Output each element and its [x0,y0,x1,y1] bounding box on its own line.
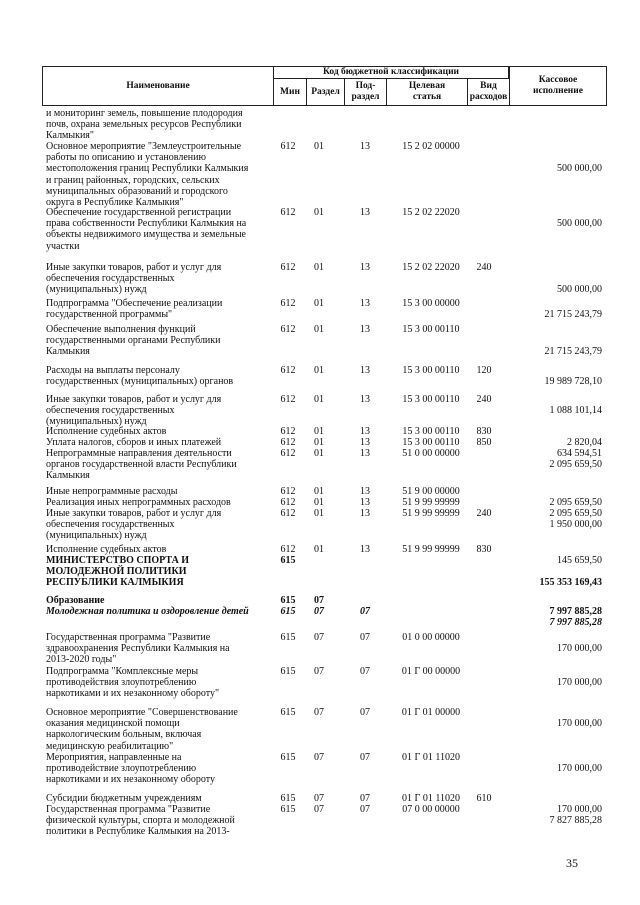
row-sum: 7 827 885,28 [549,815,602,827]
row-min: 612 [280,448,296,459]
row-tsel: 15 2 02 22020 [402,262,460,273]
row-tsel: 51 9 00 00000 [402,486,460,497]
row-razdel: 01 [314,141,324,152]
row-podrazdel: 07 [360,752,370,763]
row-sum: 170 000,00 [557,804,602,816]
row-sum: 170 000,00 [557,643,602,655]
row-name: Обеспечение выполнения функций государственными органами Республики Калмыкия [46,324,221,358]
row-tsel: 01 Г 01 11020 [402,793,460,804]
row-podrazdel: 13 [360,365,370,376]
row-vid: 610 [476,793,492,804]
header-razdel: Раздел [306,78,345,106]
row-tsel: 15 2 02 00000 [402,141,460,152]
row-min: 612 [280,508,296,519]
row-podrazdel: 13 [360,324,370,335]
page-number: 35 [566,856,578,870]
row-name: Уплата налогов, сборов и иных платежей [46,437,222,448]
row-name: Государственная программа "Развитие физической культуры, спорта и молодежной политики в Республике Калмыкия на 2013- [46,804,235,838]
row-podrazdel: 13 [360,426,370,437]
row-sum: 170 000,00 [557,718,602,730]
row-name: Молодежная политика и оздоровление детей [46,606,249,617]
row-sum: 170 000,00 [557,677,602,689]
row-tsel: 51 9 99 99999 [402,544,460,555]
row-min: 612 [280,365,296,376]
row-sum: 500 000,00 [557,218,602,230]
row-vid: 830 [476,426,492,437]
row-razdel: 01 [314,544,324,555]
row-name: Подпрограмма "Комплексные меры противодействия злоупотреблению наркотиками и их незаконному обороту" [46,666,220,700]
row-razdel: 01 [314,207,324,218]
row-name: Обеспечение государственной регистрации права собственности Республики Калмыкия на объекты недвижимого имущества и земельные участки [46,207,247,252]
row-podrazdel: 07 [360,707,370,718]
row-tsel: 15 3 00 00110 [402,365,460,376]
row-sum: 2 095 659,50 [549,497,602,509]
row-min: 612 [280,437,296,448]
row-razdel: 07 [314,752,324,763]
row-podrazdel: 07 [360,632,370,643]
header-min: Мин [273,78,307,106]
row-razdel: 07 [314,793,324,804]
row-name: Исполнение судебных актов [46,426,167,437]
row-name: Мероприятия, направленные на противодействие злоупотреблению наркотиками и их незаконному обороту [46,752,215,786]
row-tsel: 15 2 02 22020 [402,207,460,218]
row-name: Иные закупки товаров, работ и услуг для обеспечения государственных (муниципальных) нужд [46,262,222,296]
row-min: 612 [280,141,296,152]
row-sum: 1 088 101,14 [549,405,602,417]
row-tsel: 15 3 00 00110 [402,426,460,437]
row-sum: 500 000,00 [557,163,602,175]
row-name: Основное мероприятие "Землеустроительные работы по описанию и установлению местоположения границ Республики Калмыкия и границ районных, городских, сельских муниципальных образований и городского округа в Республике Калмыкия" [46,141,249,209]
row-min: 612 [280,486,296,497]
row-tsel: 15 3 00 00110 [402,324,460,335]
row-razdel: 01 [314,426,324,437]
row-sum: 2 095 659,50 [549,508,602,520]
row-min: 615 [280,793,296,804]
row-sum: 19 989 728,10 [544,376,602,388]
row-sum: 21 715 243,79 [544,346,602,358]
row-podrazdel: 13 [360,486,370,497]
row-podrazdel: 13 [360,448,370,459]
row-podrazdel: 13 [360,544,370,555]
row-tsel: 15 3 00 00110 [402,437,460,448]
row-name: Образование [46,595,105,606]
row-tsel: 01 0 00 00000 [402,632,460,643]
row-podrazdel: 13 [360,497,370,508]
row-tsel: 15 3 00 00000 [402,298,460,309]
row-sum: 500 000,00 [557,284,602,296]
row-min: 615 [280,606,296,617]
row-razdel: 01 [314,394,324,405]
header-kass: Кассовое исполнение [509,66,607,106]
row-name: Подпрограмма "Обеспечение реализации государственной программы" [46,298,223,321]
row-razdel: 07 [314,595,324,606]
row-podrazdel: 13 [360,298,370,309]
row-min: 612 [280,298,296,309]
row-min: 615 [280,707,296,718]
table-header [42,66,607,106]
row-name: Реализация иных непрограммных расходов [46,497,231,508]
row-sum: 1 950 000,00 [549,519,602,531]
row-podrazdel: 07 [360,666,370,677]
row-min: 615 [280,632,296,643]
row-podrazdel: 07 [360,793,370,804]
row-podrazdel: 13 [360,207,370,218]
row-min: 612 [280,394,296,405]
row-vid: 830 [476,544,492,555]
row-razdel: 01 [314,508,324,519]
row-podrazdel: 13 [360,262,370,273]
row-razdel: 01 [314,448,324,459]
row-vid: 240 [476,262,492,273]
header-vid: Вид расходов [467,78,510,106]
row-tsel: 01 Г 01 11020 [402,752,460,763]
row-name: Субсидии бюджетным учреждениям [46,793,202,804]
row-sum: 21 715 243,79 [544,309,602,321]
row-name: Иные непрограммные расходы [46,486,178,497]
row-min: 612 [280,207,296,218]
row-min: 615 [280,752,296,763]
row-vid: 240 [476,508,492,519]
row-razdel: 01 [314,437,324,448]
row-name: Исполнение судебных актов [46,544,167,555]
row-sum: 2 095 659,50 [549,459,602,471]
row-sum: 170 000,00 [557,763,602,775]
row-vid: 120 [476,365,492,376]
row-razdel: 01 [314,324,324,335]
row-sum: 7 997 885,28 [549,606,602,618]
row-tsel: 51 0 00 00000 [402,448,460,459]
row-min: 612 [280,324,296,335]
row-sum: 155 353 169,43 [539,577,602,589]
row-podrazdel: 07 [360,804,370,815]
row-razdel: 01 [314,365,324,376]
row-podrazdel: 13 [360,508,370,519]
row-tsel: 01 Г 00 00000 [401,666,461,677]
row-min: 615 [280,555,296,566]
row-name: МИНИСТЕРСТВО СПОРТА И МОЛОДЕЖНОЙ ПОЛИТИКИ РЕСПУБЛИКИ КАЛМЫКИЯ [46,555,190,589]
row-razdel: 01 [314,262,324,273]
row-name: Иные закупки товаров, работ и услуг для обеспечения государственных (муниципальных) нужд [46,394,222,428]
row-podrazdel: 07 [360,606,370,617]
row-name: и мониторинг земель, повышение плодородия почв, охрана земельных ресурсов Республики Калмыкия" [46,108,243,142]
row-name: Иные закупки товаров, работ и услуг для обеспечения государственных (муниципальных) нужд [46,508,222,542]
row-min: 612 [280,262,296,273]
row-vid: 850 [476,437,492,448]
row-sum: 634 594,51 [557,448,602,460]
row-razdel: 07 [314,666,324,677]
row-razdel: 07 [314,632,324,643]
row-min: 615 [280,804,296,815]
row-razdel: 07 [314,606,324,617]
row-name: Непрограммные направления деятельности органов государственной власти Республики Калмыкия [46,448,237,482]
row-min: 615 [280,666,296,677]
row-razdel: 07 [314,707,324,718]
row-sum: 7 997 885,28 [549,617,602,629]
row-name: Расходы на выплаты персоналу государственных (муниципальных) органов [46,365,234,388]
row-sum: 2 820,04 [567,437,602,449]
row-min: 612 [280,497,296,508]
row-razdel: 01 [314,497,324,508]
row-name: Государственная программа "Развитие здравоохранения Республики Калмыкия на 2013-2020 годы" [46,632,230,666]
row-razdel: 01 [314,298,324,309]
row-razdel: 01 [314,486,324,497]
row-tsel: 51 9 99 99999 [402,508,460,519]
row-razdel: 07 [314,804,324,815]
row-tsel: 07 0 00 00000 [402,804,460,815]
header-kod: Код бюджетной классификации [273,66,509,79]
row-vid: 240 [476,394,492,405]
header-naim: Наименование [42,66,274,106]
header-tsel: Целевая статья [386,78,468,106]
row-tsel: 51 9 99 99999 [402,497,460,508]
row-podrazdel: 13 [360,394,370,405]
row-sum: 145 659,50 [557,555,602,567]
row-min: 612 [280,426,296,437]
header-podrazdel: Под- раздел [344,78,387,106]
row-podrazdel: 13 [360,437,370,448]
row-tsel: 15 3 00 00110 [402,394,460,405]
row-min: 612 [280,544,296,555]
row-min: 615 [280,595,296,606]
row-tsel: 01 Г 01 00000 [401,707,461,718]
row-name: Основное мероприятие "Совершенствование оказания медицинской помощи наркологическим больным, включая медицинскую реабилитацию" [46,707,238,752]
row-podrazdel: 13 [360,141,370,152]
